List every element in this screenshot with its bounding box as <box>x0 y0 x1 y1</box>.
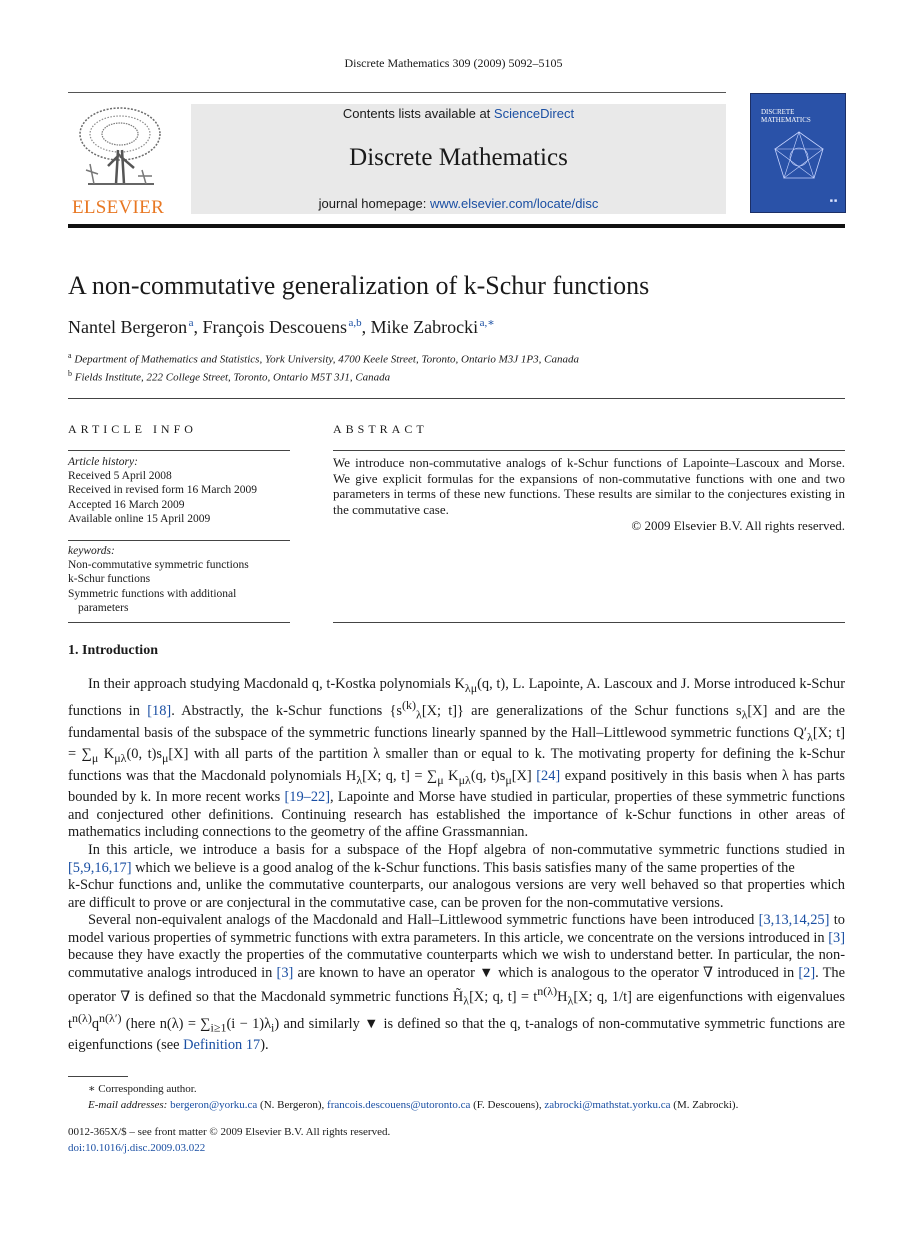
citation-link[interactable]: [18] <box>147 703 172 720</box>
text-run: . The operator ∇ is defined so that the Macdonald symmetric functions H̃ <box>68 965 845 1005</box>
text-run: H <box>557 988 568 1005</box>
contents-line <box>191 106 726 121</box>
email-label: E-mail addresses: <box>88 1099 171 1111</box>
affiliation-mark: b <box>68 369 72 378</box>
text-run: which we believe is a good analog of the k-Schur functions. This basis satisfies many of the same properties of the <box>131 859 795 876</box>
email-owner: (F. Descouens), <box>470 1099 545 1111</box>
text-run: [X] and are the fundamental basis of the subspace of the symmetric functions linearly spanned by the Hall–Littlewood symmetric functions Q′ <box>68 703 845 741</box>
cover-title-line1: DISCRETE <box>761 108 795 116</box>
text-run: expand positively in this basis when λ has parts bounded by k. In more recent works <box>68 767 845 806</box>
text-run: Several non-equivalent analogs of the Macdonald and Hall–Littlewood symmetric functions have been introduced <box>88 912 759 929</box>
email-link[interactable]: bergeron@yorku.ca <box>170 1099 258 1111</box>
subscript: μ <box>91 751 99 766</box>
text-run: (q, t)s <box>470 767 506 784</box>
text-run: [X] with all parts of the partition λ smaller than or equal to k. The motivating property for defining the k-Schur functions was that the Macdonald polynomials H <box>68 746 845 784</box>
subscript: λ <box>463 993 470 1008</box>
doi-link[interactable]: doi:10.1016/j.disc.2009.03.022 <box>68 1142 206 1154</box>
sciencedirect-link[interactable]: ScienceDirect <box>493 106 575 121</box>
text-run: to model various properties of symmetric functions with extra parameters. In this article, we concentrate on the versions introduced in <box>68 912 845 946</box>
affiliation-mark: a <box>68 351 72 360</box>
homepage-link[interactable]: www.elsevier.com/locate/disc <box>429 196 599 211</box>
issn-line: 0012-365X/$ – see front matter © 2009 Elsevier B.V. All rights reserved. <box>68 1126 391 1138</box>
text-run: [X; q, 1/t] are eigenfunctions with eigenvalues t <box>68 988 845 1032</box>
issn-block <box>68 1124 390 1156</box>
author-affiliation-mark[interactable]: a <box>188 317 194 329</box>
citation-link[interactable]: [5,9,16,17] <box>68 859 132 876</box>
publisher-name: ELSEVIER <box>71 197 165 218</box>
article-info-rule <box>68 450 290 451</box>
subscript: λ <box>416 708 422 723</box>
article-history <box>68 455 290 526</box>
article-info-rule <box>68 540 290 541</box>
paragraph <box>68 842 845 877</box>
keyword: Symmetric functions with additional <box>68 587 237 600</box>
text-run: (here n(λ) = ∑ <box>121 1015 211 1032</box>
definition-link[interactable]: Definition 17 <box>183 1037 261 1054</box>
author-name: Mike Zabrocki <box>370 317 479 337</box>
subscript: λμ <box>464 680 478 695</box>
keyword: Non-commutative symmetric functions <box>68 559 249 572</box>
email-addresses <box>68 1097 845 1113</box>
keyword: parameters <box>78 601 129 614</box>
text-run: [X; t] = ∑ <box>68 724 845 763</box>
text-run: q <box>91 1015 100 1032</box>
keywords-block <box>68 544 290 615</box>
citation-link[interactable]: [3] <box>828 929 845 946</box>
citation-link[interactable]: [2] <box>798 965 816 982</box>
superscript: n(λ) <box>72 1010 92 1025</box>
email-owner: (N. Bergeron), <box>257 1099 328 1111</box>
tree-icon <box>68 104 166 192</box>
subscript: μ <box>437 772 444 787</box>
homepage-prefix: journal homepage: <box>318 196 430 211</box>
abstract-rule <box>333 450 845 451</box>
text-run: K <box>98 746 115 763</box>
section-heading-introduction: 1. Introduction <box>68 643 158 658</box>
text-run: K <box>443 767 459 784</box>
header-thick-rule <box>68 224 845 228</box>
email-owner: (M. Zabrocki). <box>670 1099 739 1111</box>
text-run: (0, t)s <box>126 746 162 763</box>
subscript: μ <box>161 751 169 766</box>
superscript: n(λ′) <box>99 1010 122 1025</box>
text-run: [X; q, t] = ∑ <box>362 767 438 784</box>
text-run: . Abstractly, the k-Schur functions {s <box>171 703 402 720</box>
subscript: μλ <box>114 751 127 766</box>
footnote-rule <box>68 1076 128 1077</box>
history-label: Article history: <box>68 456 138 468</box>
citation-link[interactable]: [19–22] <box>284 789 331 806</box>
email-link[interactable]: francois.descouens@utoronto.ca <box>327 1099 471 1111</box>
author-affiliation-mark[interactable]: a,∗ <box>479 317 495 329</box>
article-title: A non-commutative generalization of k-Schur functions <box>68 271 650 300</box>
abstract-heading: ABSTRACT <box>333 422 428 436</box>
history-item: Received 5 April 2008 <box>68 470 172 483</box>
abstract-copyright: © 2009 Elsevier B.V. All rights reserved. <box>631 518 845 533</box>
text-run: ). <box>260 1037 269 1054</box>
citation-link[interactable]: [24] <box>536 767 561 784</box>
footnotes <box>68 1081 845 1113</box>
text-run: , Lapointe and Morse have studied in particular, properties of these symmetric functions and conjectured other definitions. Continuing research has established the importance of k-Schur functions in other areas of mathematics including connections to the geometry of the affine Grassmannian. <box>68 789 845 841</box>
text-run: (i − 1)λ <box>226 1015 272 1032</box>
text-run: (q, t), L. Lapointe, A. Lascoux and J. Morse introduced k-Schur functions in <box>68 676 845 720</box>
journal-cover <box>750 93 846 213</box>
contents-prefix: Contents lists available at <box>342 106 494 121</box>
text-run: [X; q, t] = t <box>469 988 538 1005</box>
subscript: μ <box>505 772 512 787</box>
cover-title <box>761 108 811 124</box>
text-run: because they have exactly the properties of the commutative counterparts which we wish to understand better. In particular, the non-commutative analogs introduced in <box>68 947 845 982</box>
author-name: Nantel Bergeron <box>68 317 188 337</box>
introduction-body <box>68 676 845 1055</box>
paragraph: k-Schur functions and, unlike the commutative counterparts, our analogous versions are very well behaved so that properties which are difficult to prove or are conjectural in the commutative case, can be proven for the non-commutative versions. <box>68 877 845 911</box>
history-item: Accepted 16 March 2009 <box>68 498 185 511</box>
author-list: Nantel Bergeron $^a$, François Descouens $^{a,b}$, Mike Zabrocki $^{a,∗}$ <box>68 317 495 337</box>
subscript: λ <box>567 993 574 1008</box>
history-item: Received in revised form 16 March 2009 <box>68 484 258 497</box>
citation-link[interactable]: [3,13,14,25] <box>758 912 830 929</box>
subscript: λ <box>356 772 363 787</box>
article-info-heading: ARTICLE INFO <box>68 422 197 436</box>
email-link[interactable]: zabrocki@mathstat.yorku.ca <box>544 1099 671 1111</box>
abstract-text: We introduce non-commutative analogs of k-Schur functions of Lapointe–Lascoux and Morse. We give explicit formulas for the expansions of non-commutative functions with one and two parameters in terms of these new functions. These results are similar to the conjectures existing in the commutative case. <box>333 455 845 518</box>
history-item: Available online 15 April 2009 <box>68 512 211 525</box>
affiliation-text: Department of Mathematics and Statistics, York University, 4700 Keele Street, Toronto, Ontario M3J 1P3, Canada <box>74 353 579 366</box>
text-run: [X] <box>511 767 537 784</box>
keyword: k-Schur functions <box>68 573 151 586</box>
cover-publisher-mark: ■ ■ <box>829 199 837 204</box>
journal-banner <box>191 104 726 214</box>
text-run: are known to have an operator ▼ which is analogous to the operator ∇ introduced in <box>293 965 799 982</box>
subscript: i≥1 <box>210 1020 227 1035</box>
affiliation <box>68 351 579 366</box>
abstract-rule <box>333 622 845 623</box>
section-rule <box>68 398 845 399</box>
pentagon-graph-icon <box>771 128 827 184</box>
article-info-rule <box>68 622 290 623</box>
text-run: ) and similarly ▼ is defined so that the q, t-analogs of non-commutative symmetric functions are eigenfunctions (see <box>68 1015 845 1054</box>
superscript: (k) <box>402 698 416 713</box>
text-run: In this article, we introduce a basis for a subspace of the Hopf algebra of non-commutative symmetric functions studied in <box>88 841 845 858</box>
journal-reference: Discrete Mathematics 309 (2009) 5092–5105 <box>344 56 563 70</box>
subscript: i <box>271 1020 275 1035</box>
cover-title-line2: MATHEMATICS <box>761 116 811 124</box>
affiliation <box>68 369 390 384</box>
author-affiliation-mark[interactable]: a,b <box>348 317 362 329</box>
elsevier-logo <box>68 104 168 216</box>
homepage-line <box>191 196 726 211</box>
citation-link[interactable]: [3] <box>276 965 294 982</box>
superscript: n(λ) <box>537 983 558 998</box>
text-run: [X; t]} are generalizations of the Schur functions s <box>421 703 742 720</box>
subscript: λ <box>807 729 813 744</box>
author-name: François Descouens <box>202 317 348 337</box>
paragraph <box>68 912 845 1055</box>
corresponding-author-note: ∗ Corresponding author. <box>88 1083 197 1095</box>
subscript: μλ <box>458 772 471 787</box>
paragraph <box>68 676 845 842</box>
keywords-label: keywords: <box>68 545 115 557</box>
journal-title: Discrete Mathematics <box>349 144 568 171</box>
subscript: λ <box>741 708 748 723</box>
header-rule <box>68 92 726 93</box>
text-run: In their approach studying Macdonald q, t-Kostka polynomials K <box>88 676 465 692</box>
affiliation-text: Fields Institute, 222 College Street, Toronto, Ontario M5T 3J1, Canada <box>74 371 391 384</box>
